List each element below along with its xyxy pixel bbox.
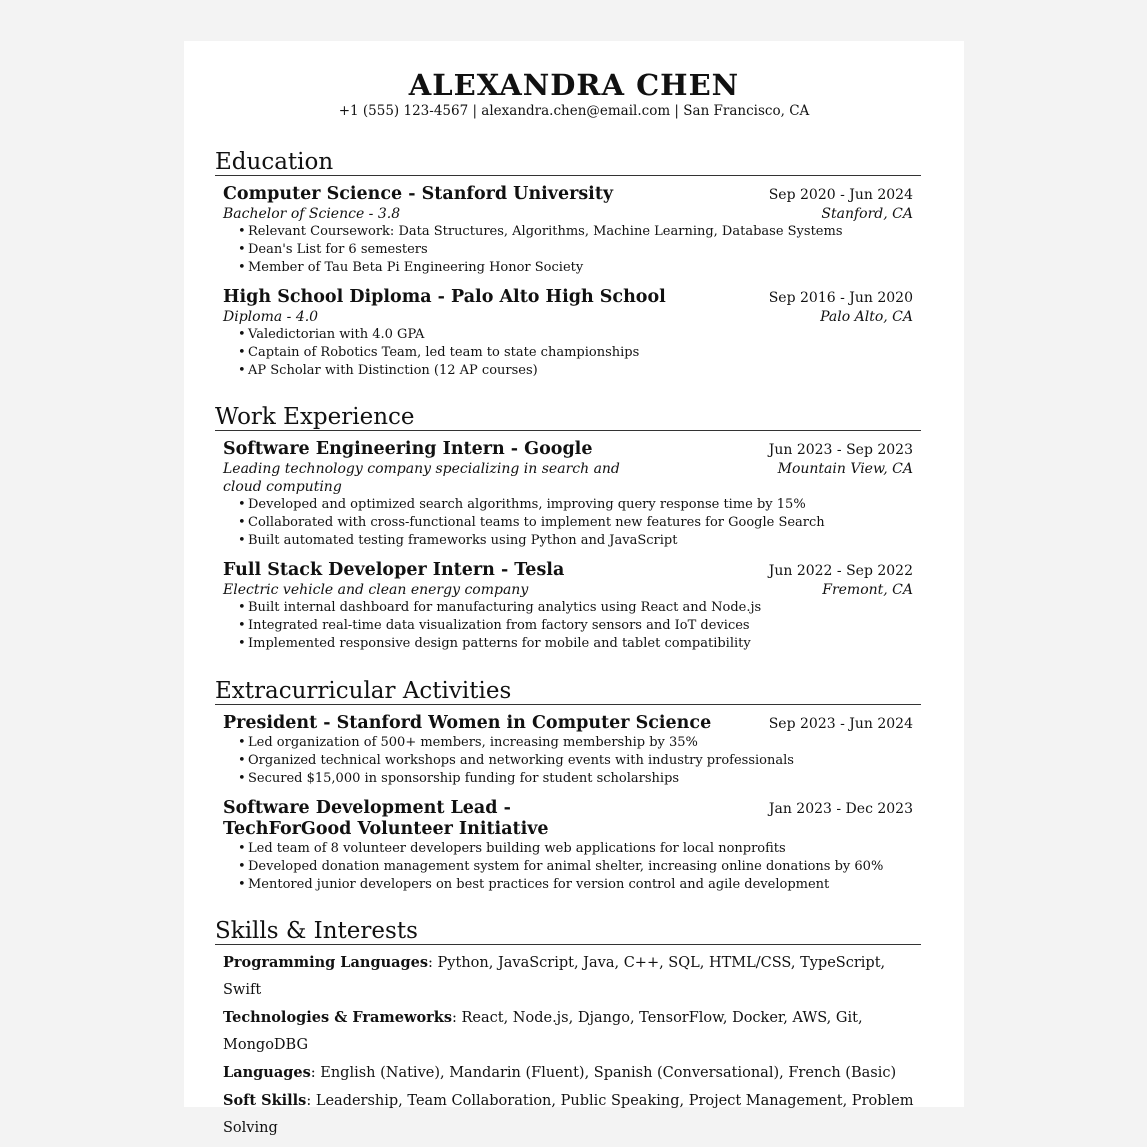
resume-page (184, 41, 964, 1136)
entry-subtitle: Electric vehicle and clean energy company (223, 581, 529, 598)
bullet-item: • Implemented responsive design patterns for mobile and tablet compatibility (248, 635, 913, 653)
bullet-item: • Valedictorian with 4.0 GPA (248, 326, 913, 344)
skill-value: : React, Node.js, Django, TensorFlow, Docker, AWS, Git, MongoDBG (223, 1010, 863, 1053)
entry-subtitle: Leading technology company specializing in search and cloud computing (223, 461, 620, 495)
education-heading: Education (215, 149, 921, 176)
entry-title: Full Stack Developer Intern - Tesla (223, 559, 565, 580)
bullet-item: • Built internal dashboard for manufacturing analytics using React and Node.js (248, 599, 913, 617)
bullet-item: • Relevant Coursework: Data Structures, Algorithms, Machine Learning, Database Systems (248, 223, 913, 241)
bullet-list (223, 223, 913, 278)
bullet-list (223, 326, 913, 381)
education-entry (215, 287, 921, 381)
bullet-item: • Mentored junior developers on best practices for version control and agile development (248, 876, 913, 894)
entry-date: Jun 2023 - Sep 2023 (768, 442, 913, 458)
resume-header (184, 68, 964, 120)
work-entry (215, 439, 921, 551)
activities-heading: Extracurricular Activities (215, 678, 921, 705)
work-entry (215, 560, 921, 654)
bullet-list (223, 496, 913, 551)
contact-info: +1 (555) 123-4567 | alexandra.chen@email.com | San Francisco, CA (338, 103, 810, 119)
entry-location: Mountain View, CA (777, 461, 913, 477)
entry-date: Sep 2016 - Jun 2020 (768, 289, 913, 306)
entry-location: Fremont, CA (822, 581, 913, 598)
entry-location: Palo Alto, CA (820, 308, 913, 325)
entry-subtitle: Diploma - 4.0 (223, 308, 319, 325)
activity-entry (215, 713, 921, 789)
entry-date: Sep 2023 - Jun 2024 (768, 716, 913, 732)
bullet-item: • Captain of Robotics Team, led team to state championships (248, 344, 913, 362)
skill-label: Soft Skills (223, 1092, 307, 1109)
skill-row (215, 1004, 921, 1059)
skill-label: Technologies & Frameworks (223, 1009, 452, 1026)
bullet-item: • Developed donation management system for animal shelter, increasing online donations by 60% (248, 858, 913, 876)
skill-row (215, 1059, 921, 1087)
skill-label: Languages (223, 1064, 311, 1081)
bullet-list (223, 734, 913, 789)
bullet-item: • Led organization of 500+ members, increasing membership by 35% (248, 734, 913, 752)
entry-title: President - Stanford Women in Computer Science (223, 713, 712, 733)
skill-row (215, 1087, 921, 1142)
skills-section (215, 918, 921, 1142)
entry-date: Jan 2023 - Dec 2023 (768, 800, 913, 817)
activities-section (215, 678, 921, 894)
entry-date: Jun 2022 - Sep 2022 (768, 562, 913, 579)
skill-value: : English (Native), Mandarin (Fluent), Spanish (Conversational), French (Basic) (310, 1065, 897, 1081)
bullet-item: • AP Scholar with Distinction (12 AP courses) (248, 362, 913, 380)
skill-value: : Python, JavaScript, Java, C++, SQL, HTML/CSS, TypeScript, Swift (223, 955, 886, 998)
entry-title: Software Development Lead - TechForGood Volunteer Initiative (223, 797, 549, 839)
bullet-item: • Collaborated with cross-functional teams to implement new features for Google Search (248, 514, 913, 532)
entry-date: Sep 2020 - Jun 2024 (768, 187, 913, 203)
skills-heading: Skills & Interests (215, 918, 921, 945)
entry-title: High School Diploma - Palo Alto High School (223, 286, 666, 307)
bullet-list (223, 599, 913, 654)
entry-title: Computer Science - Stanford University (223, 184, 614, 204)
bullet-item: • Organized technical workshops and networking events with industry professionals (248, 752, 913, 770)
skill-row (215, 949, 921, 1004)
entry-title: Software Engineering Intern - Google (223, 439, 593, 459)
bullet-list (223, 840, 913, 895)
bullet-item: • Integrated real-time data visualization from factory sensors and IoT devices (248, 617, 913, 635)
education-entry (215, 184, 921, 278)
skill-value: : Leadership, Team Collaboration, Public Speaking, Project Management, Problem Solving (223, 1093, 914, 1136)
candidate-name: ALEXANDRA CHEN (408, 68, 740, 102)
bullet-item: • Secured $15,000 in sponsorship funding for student scholarships (248, 770, 913, 788)
entry-location: Stanford, CA (821, 206, 913, 222)
skill-label: Programming Languages (223, 954, 429, 971)
entry-subtitle: Bachelor of Science - 3.8 (223, 206, 401, 222)
bullet-item: • Led team of 8 volunteer developers building web applications for local nonprofits (248, 840, 913, 858)
activity-entry (215, 798, 921, 895)
work-section (215, 404, 921, 653)
bullet-item: • Dean's List for 6 semesters (248, 241, 913, 259)
education-section (215, 149, 921, 380)
bullet-item: • Built automated testing frameworks using Python and JavaScript (248, 532, 913, 550)
bullet-item: • Member of Tau Beta Pi Engineering Honor Society (248, 259, 913, 277)
work-heading: Work Experience (215, 404, 921, 431)
bullet-item: • Developed and optimized search algorithms, improving query response time by 15% (248, 496, 913, 514)
